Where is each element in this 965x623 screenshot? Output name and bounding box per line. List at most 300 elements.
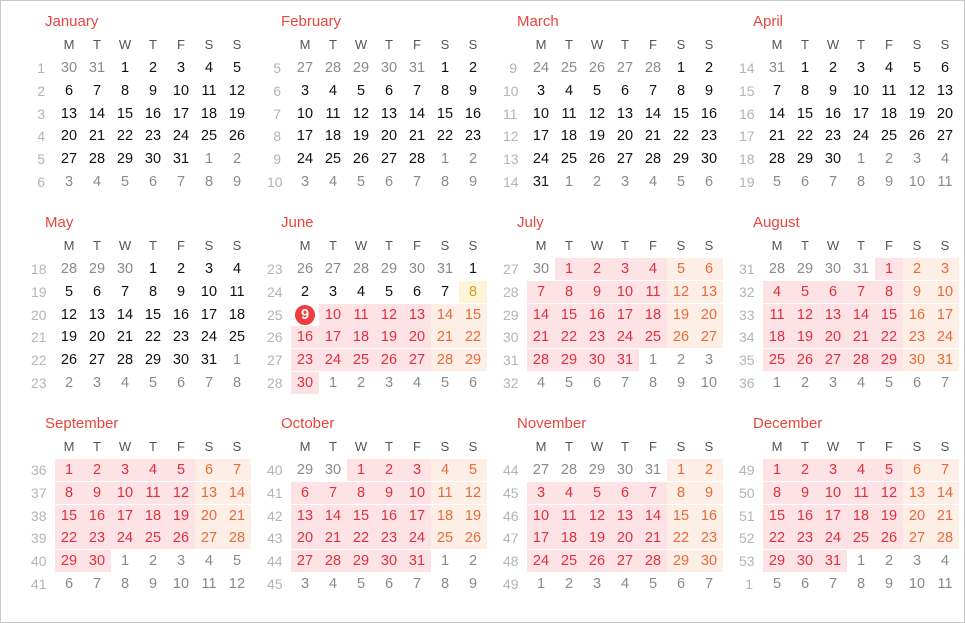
day-cell[interactable]: 9 [676,375,686,391]
day-cell[interactable]: 2 [64,375,74,391]
day-cell[interactable]: 3 [111,459,139,481]
day-cell[interactable]: 10 [852,82,870,99]
day-cell[interactable]: 31 [644,462,662,478]
day-cell[interactable]: 30 [172,352,190,369]
day-cell[interactable]: 30 [144,151,162,168]
day-cell[interactable]: 8 [875,281,903,303]
day-cell[interactable]: 9 [176,283,186,300]
day-cell[interactable]: 17 [532,128,550,145]
day-cell[interactable]: 2 [83,459,111,481]
day-cell[interactable]: 11 [139,482,167,504]
day-cell[interactable]: 2 [583,258,611,280]
day-cell[interactable]: 19 [908,105,926,122]
day-cell[interactable]: 13 [903,482,931,504]
day-cell[interactable]: 4 [639,258,667,280]
day-cell[interactable]: 13 [611,505,639,527]
day-cell[interactable]: 9 [468,576,478,592]
day-cell[interactable]: 13 [819,304,847,326]
day-cell[interactable]: 28 [768,151,786,168]
month-title[interactable]: November [517,415,587,432]
day-cell[interactable]: 12 [352,105,370,122]
day-cell[interactable]: 15 [763,505,791,527]
day-cell[interactable]: 20 [88,329,106,346]
day-cell[interactable]: 2 [903,258,931,280]
day-cell[interactable]: 2 [828,60,838,76]
day-cell[interactable]: 2 [300,283,310,300]
day-cell[interactable]: 6 [384,82,394,99]
day-cell[interactable]: 31 [532,174,550,190]
day-cell[interactable]: 6 [92,283,102,300]
day-cell[interactable]: 6 [800,174,810,190]
day-cell[interactable]: 4 [356,283,366,300]
day-cell[interactable]: 25 [228,329,246,346]
day-cell[interactable]: 30 [291,372,319,394]
day-cell[interactable]: 27 [616,151,634,168]
day-cell[interactable]: 17 [852,105,870,122]
day-cell[interactable]: 6 [384,576,394,592]
day-cell[interactable]: 28 [88,151,106,168]
day-cell[interactable]: 5 [459,459,487,481]
day-cell[interactable]: 4 [431,459,459,481]
day-cell[interactable]: 2 [468,60,478,76]
day-cell[interactable]: 20 [616,128,634,145]
day-cell[interactable]: 6 [940,60,950,76]
day-cell[interactable]: 6 [148,174,158,190]
day-cell[interactable]: 7 [440,283,450,300]
day-cell[interactable]: 25 [555,550,583,572]
day-cell[interactable]: 27 [819,349,847,371]
day-cell[interactable]: 10 [527,505,555,527]
day-cell[interactable]: 3 [527,482,555,504]
day-cell[interactable]: 11 [201,576,217,592]
day-cell[interactable]: 11 [847,482,875,504]
day-cell[interactable]: 18 [763,326,791,348]
day-cell[interactable]: 17 [296,128,314,145]
day-cell[interactable]: 6 [819,281,847,303]
day-cell[interactable]: 12 [908,82,926,99]
day-cell[interactable]: 7 [620,375,630,391]
day-cell[interactable]: 12 [588,105,606,122]
day-cell[interactable]: 21 [431,326,459,348]
day-cell[interactable]: 22 [436,128,454,145]
day-cell[interactable]: 3 [856,60,866,76]
day-cell[interactable]: 11 [347,304,375,326]
day-cell[interactable]: 23 [375,527,403,549]
day-cell[interactable]: 25 [880,128,898,145]
day-cell[interactable]: 7 [940,375,950,391]
day-cell[interactable]: 16 [464,105,482,122]
day-cell[interactable]: 24 [852,128,870,145]
day-cell[interactable]: 14 [931,482,959,504]
day-cell[interactable]: 8 [459,281,487,303]
day-cell[interactable]: 8 [440,576,450,592]
day-cell[interactable]: 5 [884,375,894,391]
day-cell[interactable]: 19 [60,329,78,346]
day-cell[interactable]: 30 [375,550,403,572]
day-cell[interactable]: 30 [824,151,842,168]
day-cell[interactable]: 9 [884,174,894,190]
day-cell[interactable]: 26 [583,550,611,572]
day-cell[interactable]: 26 [228,128,246,145]
day-cell[interactable]: 29 [796,261,814,277]
day-cell[interactable]: 26 [167,527,195,549]
day-cell[interactable]: 19 [459,505,487,527]
day-cell[interactable]: 5 [356,82,366,99]
day-cell[interactable]: 12 [875,482,903,504]
day-cell[interactable]: 6 [800,576,810,592]
day-cell[interactable]: 29 [347,550,375,572]
day-cell[interactable]: 4 [536,375,546,391]
day-cell[interactable]: 3 [300,82,310,99]
month-title[interactable]: December [753,415,823,432]
day-cell[interactable]: 2 [148,553,158,570]
day-cell[interactable]: 30 [791,550,819,572]
day-cell[interactable]: 22 [55,527,83,549]
day-cell[interactable]: 6 [704,174,714,190]
day-cell[interactable]: 8 [55,482,83,504]
day-cell[interactable]: 6 [912,375,922,391]
day-cell[interactable]: 1 [468,261,478,277]
day-cell[interactable]: 13 [403,304,431,326]
day-cell[interactable]: 20 [611,527,639,549]
day-cell[interactable]: 12 [791,304,819,326]
day-cell[interactable]: 28 [116,352,134,369]
day-cell[interactable]: 19 [228,105,246,122]
day-cell[interactable]: 26 [375,349,403,371]
day-cell[interactable]: 20 [403,326,431,348]
day-cell[interactable]: 30 [616,462,634,478]
day-cell[interactable]: 16 [291,326,319,348]
day-cell[interactable]: 24 [819,527,847,549]
day-cell[interactable]: 12 [228,576,246,592]
day-cell[interactable]: 3 [176,553,186,570]
day-cell[interactable]: 1 [800,60,810,76]
day-cell[interactable]: 4 [763,281,791,303]
day-cell[interactable]: 7 [319,482,347,504]
day-cell[interactable]: 13 [380,105,398,122]
day-cell[interactable]: 5 [912,60,922,76]
day-cell[interactable]: 15 [116,105,134,122]
day-cell[interactable]: 17 [931,304,959,326]
day-cell[interactable]: 21 [931,505,959,527]
day-cell[interactable]: 8 [555,281,583,303]
day-cell[interactable]: 8 [204,174,214,190]
day-cell[interactable]: 3 [64,174,74,190]
day-cell[interactable]: 31 [852,261,870,277]
day-cell[interactable]: 28 [324,60,342,76]
day-cell[interactable]: 18 [347,326,375,348]
day-cell[interactable]: 23 [172,329,190,346]
day-cell[interactable]: 10 [700,375,718,391]
day-cell[interactable]: 5 [564,375,574,391]
day-cell[interactable]: 8 [347,482,375,504]
day-cell[interactable]: 4 [648,174,658,190]
day-cell[interactable]: 3 [328,283,338,300]
day-cell[interactable]: 10 [819,482,847,504]
day-cell[interactable]: 23 [824,128,842,145]
day-cell[interactable]: 20 [695,304,723,326]
day-cell[interactable]: 21 [223,505,251,527]
day-cell[interactable]: 6 [611,482,639,504]
day-cell[interactable]: 9 [375,482,403,504]
month-title[interactable]: September [45,415,119,432]
day-cell[interactable]: 1 [856,553,866,570]
day-cell[interactable]: 21 [408,128,426,145]
day-cell[interactable]: 31 [611,349,639,371]
day-cell[interactable]: 14 [88,105,106,122]
day-cell[interactable]: 6 [695,258,723,280]
day-cell[interactable]: 24 [200,329,218,346]
month-title[interactable]: March [517,13,559,30]
day-cell[interactable]: 7 [828,174,838,190]
day-cell[interactable]: 30 [60,60,78,76]
day-cell[interactable]: 18 [639,304,667,326]
day-cell[interactable]: 7 [92,576,102,592]
month-title[interactable]: May [45,214,74,231]
day-cell[interactable]: 21 [319,527,347,549]
day-cell[interactable]: 26 [296,261,314,277]
day-cell[interactable]: 9 [903,281,931,303]
day-cell[interactable]: 3 [620,174,630,190]
day-cell[interactable]: 25 [139,527,167,549]
day-cell[interactable]: 30 [83,550,111,572]
day-cell[interactable]: 5 [772,174,782,190]
day-cell[interactable]: 29 [763,550,791,572]
day-cell[interactable]: 28 [408,151,426,168]
day-cell[interactable]: 16 [824,105,842,122]
day-cell[interactable]: 4 [847,459,875,481]
day-cell[interactable]: 1 [347,459,375,481]
day-cell[interactable]: 5 [64,283,74,300]
day-cell[interactable]: 28 [560,462,578,478]
day-cell[interactable]: 17 [611,304,639,326]
day-cell[interactable]: 15 [672,105,690,122]
day-cell[interactable]: 28 [319,550,347,572]
day-cell[interactable]: 3 [931,258,959,280]
day-cell[interactable]: 17 [200,306,218,323]
day-cell[interactable]: 21 [88,128,106,145]
day-cell[interactable]: 19 [167,505,195,527]
day-cell[interactable]: 22 [667,527,695,549]
day-cell[interactable]: 31 [768,60,786,76]
day-cell[interactable]: 7 [648,82,658,99]
day-cell[interactable]: 2 [695,459,723,481]
day-cell[interactable]: 6 [412,283,422,300]
day-cell[interactable]: 27 [380,151,398,168]
day-cell[interactable]: 2 [468,553,478,570]
day-cell[interactable]: 30 [583,349,611,371]
day-cell[interactable]: 11 [325,105,341,122]
day-cell[interactable]: 30 [824,261,842,277]
day-cell[interactable]: 28 [431,349,459,371]
day-cell[interactable]: 8 [667,482,695,504]
day-cell[interactable]: 21 [847,326,875,348]
day-cell[interactable]: 28 [223,527,251,549]
day-cell[interactable]: 26 [791,349,819,371]
day-cell[interactable]: 13 [936,82,954,99]
day-cell[interactable]: 29 [588,462,606,478]
day-cell[interactable]: 24 [319,349,347,371]
month-title[interactable]: January [45,13,99,30]
day-cell[interactable]: 17 [819,505,847,527]
day-cell[interactable]: 27 [611,550,639,572]
day-cell[interactable]: 8 [440,82,450,99]
day-cell[interactable]: 13 [195,482,223,504]
day-cell[interactable]: 1 [440,60,450,76]
day-cell[interactable]: 30 [116,261,134,277]
month-title[interactable]: August [753,214,800,231]
day-cell[interactable]: 22 [875,326,903,348]
day-cell[interactable]: 31 [408,60,426,76]
day-cell[interactable]: 10 [611,281,639,303]
day-cell[interactable]: 7 [828,576,838,592]
day-cell[interactable]: 15 [459,304,487,326]
day-cell[interactable]: 7 [412,576,422,592]
day-cell[interactable]: 8 [676,82,686,99]
day-cell[interactable]: 12 [459,482,487,504]
day-cell[interactable]: 29 [352,60,370,76]
day-cell[interactable]: 27 [88,352,106,369]
day-cell[interactable]: 13 [60,105,78,122]
day-cell[interactable]: 27 [695,326,723,348]
day-cell[interactable]: 14 [768,105,786,122]
day-cell[interactable]: 19 [791,326,819,348]
day-cell[interactable]: 15 [347,505,375,527]
day-cell[interactable]: 9 [468,82,478,99]
day-cell[interactable]: 3 [536,82,546,99]
day-cell[interactable]: 15 [436,105,454,122]
day-cell[interactable]: 4 [204,553,214,570]
month-title[interactable]: October [281,415,335,432]
day-cell[interactable]: 9 [148,576,158,592]
day-cell[interactable]: 10 [296,105,314,122]
day-cell[interactable]: 1 [564,174,574,190]
day-cell[interactable]: 26 [352,151,370,168]
day-cell[interactable]: 3 [300,174,310,190]
day-cell[interactable]: 7 [704,576,714,592]
day-cell[interactable]: 5 [667,258,695,280]
day-cell[interactable]: 20 [195,505,223,527]
day-cell[interactable]: 18 [555,527,583,549]
day-cell[interactable]: 11 [639,281,667,303]
day-cell[interactable]: 3 [912,151,922,168]
day-cell[interactable]: 24 [611,326,639,348]
day-cell[interactable]: 31 [931,349,959,371]
day-cell[interactable]: 28 [352,261,370,277]
day-cell[interactable]: 29 [796,151,814,168]
day-cell[interactable]: 5 [592,82,602,99]
day-cell[interactable]: 10 [403,482,431,504]
day-cell[interactable]: 14 [527,304,555,326]
day-cell[interactable]: 5 [875,459,903,481]
day-cell[interactable]: 2 [676,352,686,369]
day-cell[interactable]: 4 [328,82,338,99]
day-cell[interactable]: 18 [880,105,898,122]
day-cell[interactable]: 5 [232,553,242,570]
day-cell[interactable]: 3 [611,258,639,280]
day-cell[interactable]: 28 [639,550,667,572]
day-cell[interactable]: 17 [403,505,431,527]
day-cell[interactable]: 10 [172,576,190,592]
day-cell[interactable]: 20 [380,128,398,145]
day-cell[interactable]: 15 [55,505,83,527]
day-cell[interactable]: 7 [527,281,555,303]
day-cell[interactable]: 3 [592,576,602,592]
day-cell[interactable]: 15 [875,304,903,326]
day-cell[interactable]: 9 [148,82,158,99]
day-cell[interactable]: 27 [195,527,223,549]
day-cell[interactable]: 13 [88,306,106,323]
day-cell[interactable]: 25 [763,349,791,371]
day-cell[interactable]: 3 [403,459,431,481]
day-cell[interactable]: 4 [412,375,422,391]
day-cell[interactable]: 11 [937,174,953,190]
day-cell[interactable]: 20 [903,505,931,527]
day-cell[interactable]: 4 [940,151,950,168]
day-cell[interactable]: 9 [695,482,723,504]
day-cell[interactable]: 21 [644,128,662,145]
day-cell[interactable]: 24 [172,128,190,145]
day-cell[interactable]: 23 [903,326,931,348]
day-cell[interactable]: 1 [856,151,866,168]
day-cell[interactable]: 8 [856,576,866,592]
day-cell[interactable]: 1 [232,352,242,369]
day-cell[interactable]: 16 [583,304,611,326]
day-cell[interactable]: 1 [676,60,686,76]
day-cell[interactable]: 8 [232,375,242,391]
day-cell[interactable]: 9 [884,576,894,592]
day-cell[interactable]: 7 [847,281,875,303]
day-cell[interactable]: 14 [408,105,426,122]
day-cell[interactable]: 1 [204,151,214,168]
day-cell[interactable]: 29 [380,261,398,277]
day-cell[interactable]: 31 [436,261,454,277]
day-cell[interactable]: 10 [532,105,550,122]
day-cell[interactable]: 21 [116,329,134,346]
day-cell[interactable]: 25 [639,326,667,348]
day-cell[interactable]: 9 [791,482,819,504]
day-cell[interactable]: 23 [291,349,319,371]
day-cell[interactable]: 4 [232,261,242,277]
month-title[interactable]: July [517,214,544,231]
day-cell[interactable]: 26 [875,527,903,549]
day-cell[interactable]: 31 [403,550,431,572]
day-cell[interactable]: 6 [620,82,630,99]
day-cell[interactable]: 2 [791,459,819,481]
day-cell[interactable]: 1 [148,261,158,277]
day-cell[interactable]: 2 [704,60,714,76]
day-cell[interactable]: 4 [564,82,574,99]
day-cell[interactable]: 9 [232,174,242,190]
day-cell[interactable]: 21 [768,128,786,145]
day-cell[interactable]: 7 [412,174,422,190]
day-cell[interactable]: 5 [167,459,195,481]
day-cell[interactable]: 19 [875,505,903,527]
day-cell[interactable]: 5 [148,375,158,391]
day-cell[interactable]: 1 [536,576,546,592]
day-cell[interactable]: 5 [356,576,366,592]
day-cell[interactable]: 9 [704,82,714,99]
day-cell[interactable]: 29 [296,462,314,478]
day-cell[interactable]: 13 [616,105,634,122]
day-cell[interactable]: 4 [328,576,338,592]
day-cell[interactable]: 3 [204,261,214,277]
day-cell[interactable]: 25 [847,527,875,549]
day-cell[interactable]: 7 [204,375,214,391]
day-cell[interactable]: 13 [695,281,723,303]
day-cell[interactable]: 4 [555,482,583,504]
day-cell[interactable]: 28 [644,60,662,76]
